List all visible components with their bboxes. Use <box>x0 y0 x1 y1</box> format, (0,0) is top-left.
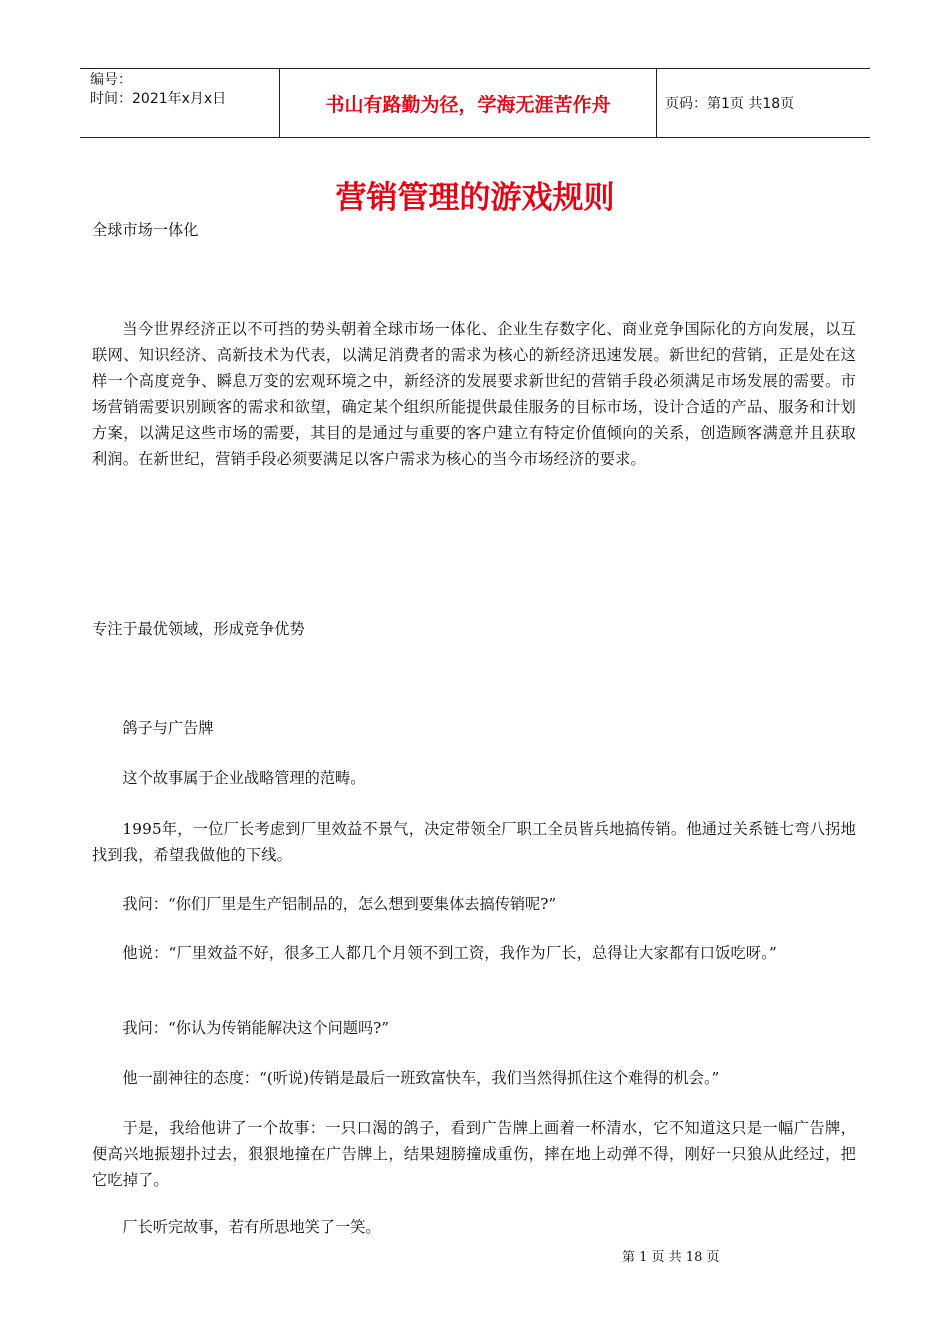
intro-paragraph: 当今世界经济正以不可挡的势头朝着全球市场一体化、企业生存数字化、商业竞争国际化的方向发展，以互联网、知识经济、高新技术为代表，以满足消费者的需求为核心的新经济迅速发展。新世纪的营销，正是处在这样一个高度竞争、瞬息万变的宏观环境之中，新经济的发展要求新世纪的营销手段必须满足市场发展的需要。市场营销需要识别顾客的需求和欲望，确定某个组织所能提供最佳服务的目标市场，设计合适的产品、服务和计划方案，以满足这些市场的需要，其目的是通过与重要的客户建立有特定价值倾向的关系，创造顾客满意并且获取利润。在新世纪，营销手段必须要满足以客户需求为核心的当今市场经济的要求。 <box>92 320 856 468</box>
paragraph: 这个故事属于企业战略管理的范畴。 <box>122 769 366 787</box>
header-page-info: 页码：第1页 共18页 <box>665 96 795 112</box>
paragraph: 我问：“你认为传销能解决这个问题吗?” <box>122 1019 390 1037</box>
section-heading-global-market: 全球市场一体化 <box>92 221 199 239</box>
paragraph: 他一副神往的态度：“(听说)传销是最后一班致富快车，我们当然得抓住这个难得的机会。” <box>122 1069 720 1087</box>
paragraph: 我问：“你们厂里是生产铝制品的，怎么想到要集体去搞传销呢?” <box>122 895 557 913</box>
story-title: 鸽子与广告牌 <box>122 719 214 737</box>
doc-date: 时间：2021年x月x日 <box>90 91 227 107</box>
page-footer: 第 1 页 共 18 页 <box>622 1250 720 1265</box>
header-motto: 书山有路勤为径，学海无涯苦作舟 <box>280 69 657 137</box>
paragraph: 他说：“厂里效益不好，很多工人都几个月领不到工资，我作为厂长，总得让大家都有口饭吃呀。” <box>122 944 777 962</box>
paragraph: 于是，我给他讲了一个故事：一只口渴的鸽子，看到广告牌上画着一杯清水，它不知道这只是一幅广告牌，便高兴地振翅扑过去，狠狠地撞在广告牌上，结果翅膀撞成重伤，摔在地上动弹不得，刚好一只狼从此经过，把它吃掉了。 <box>92 1119 856 1189</box>
page-header <box>80 68 870 138</box>
section-heading-focus: 专注于最优领域，形成竞争优势 <box>92 620 305 638</box>
paragraph: 1995年，一位厂长考虑到厂里效益不景气，决定带领全厂职工全员皆兵地搞传销。他通过关系链七弯八拐地找到我，希望我做他的下线。 <box>92 820 856 864</box>
document-title: 营销管理的游戏规则 <box>335 180 615 216</box>
paragraph: 厂长听完故事，若有所思地笑了一笑。 <box>122 1218 381 1236</box>
header-meta <box>80 69 280 137</box>
doc-number-label: 编号： <box>90 72 132 88</box>
